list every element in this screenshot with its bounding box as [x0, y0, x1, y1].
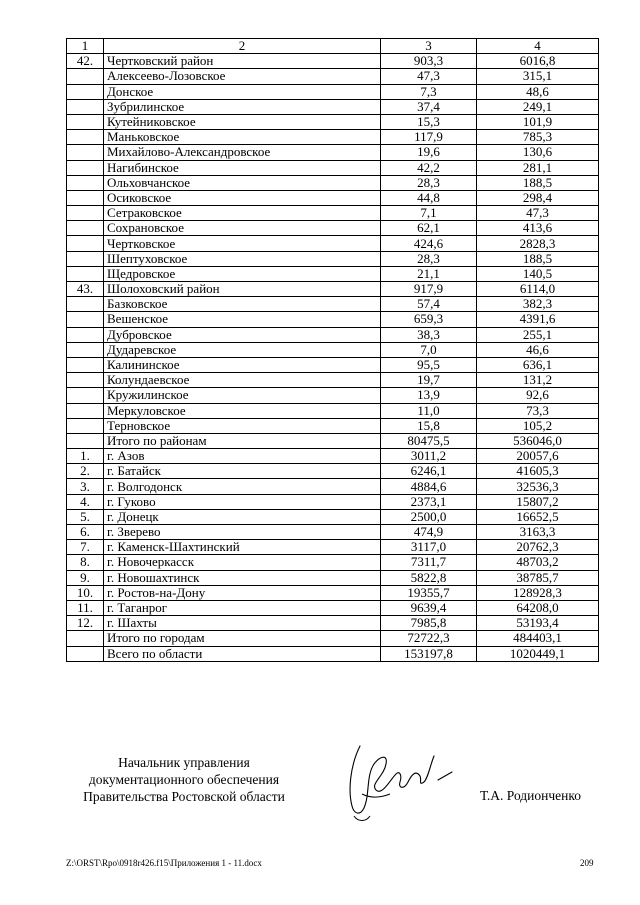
value-col3-cell: 2500,0 [381, 509, 477, 524]
value-col3-cell: 15,8 [381, 418, 477, 433]
name-cell: Михайлово-Александровское [104, 145, 381, 160]
name-cell: Зубрилинское [104, 99, 381, 114]
value-col3-cell: 424,6 [381, 236, 477, 251]
table-row [67, 160, 599, 175]
table-row [67, 403, 599, 418]
table-row [67, 555, 599, 570]
position-line-2: документационного обеспечения [88, 772, 280, 787]
row-number-cell: 3. [67, 479, 104, 494]
table-row [67, 464, 599, 479]
table-row [67, 600, 599, 615]
value-col4-cell: 48703,2 [477, 555, 599, 570]
row-number-cell: 43. [67, 282, 104, 297]
row-number-cell [67, 631, 104, 646]
name-cell: г. Ростов-на-Дону [104, 585, 381, 600]
header-cell-3: 3 [381, 39, 477, 54]
allocation-table [66, 38, 599, 662]
value-col3-cell: 7985,8 [381, 616, 477, 631]
row-number-cell: 42. [67, 54, 104, 69]
name-cell: Итого по районам [104, 433, 381, 448]
table-row [67, 525, 599, 540]
value-col3-cell: 7,0 [381, 342, 477, 357]
value-col4-cell: 785,3 [477, 130, 599, 145]
value-col4-cell: 131,2 [477, 373, 599, 388]
value-col4-cell: 1020449,1 [477, 646, 599, 661]
name-cell: Базковское [104, 297, 381, 312]
row-number-cell: 11. [67, 600, 104, 615]
name-cell: г. Новочеркасск [104, 555, 381, 570]
value-col4-cell: 255,1 [477, 327, 599, 342]
table-row [67, 266, 599, 281]
table-row [67, 479, 599, 494]
value-col4-cell: 73,3 [477, 403, 599, 418]
name-cell: Терновское [104, 418, 381, 433]
value-col4-cell: 38785,7 [477, 570, 599, 585]
name-cell: г. Азов [104, 449, 381, 464]
footer-file-path: Z:\ORST\Rpo\0918r426.f15\Приложения 1 - 11.docx [66, 858, 262, 868]
value-col3-cell: 11,0 [381, 403, 477, 418]
name-cell: Кутейниковское [104, 114, 381, 129]
value-col4-cell: 20057,6 [477, 449, 599, 464]
value-col3-cell: 72722,3 [381, 631, 477, 646]
name-cell: Колундаевское [104, 373, 381, 388]
value-col3-cell: 6246,1 [381, 464, 477, 479]
name-cell: Итого по городам [104, 631, 381, 646]
value-col3-cell: 474,9 [381, 525, 477, 540]
table-row [67, 84, 599, 99]
table-row [67, 282, 599, 297]
value-col3-cell: 37,4 [381, 99, 477, 114]
value-col3-cell: 2373,1 [381, 494, 477, 509]
value-col4-cell: 101,9 [477, 114, 599, 129]
name-cell: Дударевское [104, 342, 381, 357]
table-row [67, 114, 599, 129]
row-number-cell [67, 646, 104, 661]
row-number-cell [67, 403, 104, 418]
name-cell: Щедровское [104, 266, 381, 281]
name-cell: Меркуловское [104, 403, 381, 418]
value-col3-cell: 117,9 [381, 130, 477, 145]
name-cell: г. Новошахтинск [104, 570, 381, 585]
row-number-cell [67, 418, 104, 433]
row-number-cell [67, 342, 104, 357]
table-row [67, 433, 599, 448]
table-row [67, 221, 599, 236]
name-cell: Нагибинское [104, 160, 381, 175]
value-col4-cell: 48,6 [477, 84, 599, 99]
name-cell: Донское [104, 84, 381, 99]
name-cell: Шептуховское [104, 251, 381, 266]
row-number-cell [67, 297, 104, 312]
name-cell: Калининское [104, 357, 381, 372]
value-col4-cell: 382,3 [477, 297, 599, 312]
table-row [67, 373, 599, 388]
value-col3-cell: 7311,7 [381, 555, 477, 570]
value-col3-cell: 19,7 [381, 373, 477, 388]
row-number-cell [67, 388, 104, 403]
table-row [67, 130, 599, 145]
table-row [67, 236, 599, 251]
row-number-cell: 9. [67, 570, 104, 585]
value-col4-cell: 20762,3 [477, 540, 599, 555]
value-col4-cell: 484403,1 [477, 631, 599, 646]
row-number-cell [67, 190, 104, 205]
value-col3-cell: 903,3 [381, 54, 477, 69]
row-number-cell: 8. [67, 555, 104, 570]
row-number-cell [67, 69, 104, 84]
value-col4-cell: 249,1 [477, 99, 599, 114]
table-row [67, 312, 599, 327]
table-row [67, 509, 599, 524]
value-col4-cell: 636,1 [477, 357, 599, 372]
name-cell: Всего по области [104, 646, 381, 661]
value-col3-cell: 80475,5 [381, 433, 477, 448]
value-col3-cell: 659,3 [381, 312, 477, 327]
value-col3-cell: 917,9 [381, 282, 477, 297]
value-col3-cell: 38,3 [381, 327, 477, 342]
row-number-cell [67, 236, 104, 251]
value-col3-cell: 13,9 [381, 388, 477, 403]
name-cell: г. Зверево [104, 525, 381, 540]
value-col4-cell: 46,6 [477, 342, 599, 357]
name-cell: г. Волгодонск [104, 479, 381, 494]
name-cell: г. Донецк [104, 509, 381, 524]
value-col4-cell: 130,6 [477, 145, 599, 160]
name-cell: г. Каменск-Шахтинский [104, 540, 381, 555]
row-number-cell [67, 84, 104, 99]
name-cell: г. Гуково [104, 494, 381, 509]
row-number-cell: 7. [67, 540, 104, 555]
name-cell: Дубровское [104, 327, 381, 342]
position-line-1: Начальник управления [118, 755, 250, 770]
header-cell-2: 2 [104, 39, 381, 54]
row-number-cell: 5. [67, 509, 104, 524]
name-cell: г. Шахты [104, 616, 381, 631]
value-col3-cell: 28,3 [381, 175, 477, 190]
value-col4-cell: 15807,2 [477, 494, 599, 509]
row-number-cell [67, 266, 104, 281]
name-cell: г. Батайск [104, 464, 381, 479]
value-col4-cell: 105,2 [477, 418, 599, 433]
table-row [67, 190, 599, 205]
value-col3-cell: 95,5 [381, 357, 477, 372]
value-col3-cell: 62,1 [381, 221, 477, 236]
value-col3-cell: 47,3 [381, 69, 477, 84]
table-row [67, 297, 599, 312]
value-col4-cell: 413,6 [477, 221, 599, 236]
row-number-cell [67, 114, 104, 129]
table-row [67, 327, 599, 342]
table-row [67, 145, 599, 160]
value-col3-cell: 3011,2 [381, 449, 477, 464]
value-col4-cell: 128928,3 [477, 585, 599, 600]
value-col3-cell: 44,8 [381, 190, 477, 205]
position-line-3: Правительства Ростовской области [83, 789, 285, 804]
table-row [67, 206, 599, 221]
value-col4-cell: 298,4 [477, 190, 599, 205]
row-number-cell [67, 160, 104, 175]
value-col3-cell: 28,3 [381, 251, 477, 266]
value-col4-cell: 188,5 [477, 175, 599, 190]
page-number: 209 [580, 858, 594, 868]
table-row [67, 69, 599, 84]
table-row [67, 388, 599, 403]
table-row [67, 616, 599, 631]
table-header-row [67, 39, 599, 54]
table-row [67, 494, 599, 509]
row-number-cell [67, 373, 104, 388]
table-row [67, 585, 599, 600]
name-cell: Шолоховский район [104, 282, 381, 297]
row-number-cell [67, 357, 104, 372]
name-cell: Маньковское [104, 130, 381, 145]
signatory-position [64, 754, 304, 805]
name-cell: Чертковский район [104, 54, 381, 69]
name-cell: Чертковское [104, 236, 381, 251]
table-row [67, 99, 599, 114]
value-col3-cell: 3117,0 [381, 540, 477, 555]
row-number-cell: 1. [67, 449, 104, 464]
name-cell: Кружилинское [104, 388, 381, 403]
table-row [67, 175, 599, 190]
table-row [67, 342, 599, 357]
value-col4-cell: 47,3 [477, 206, 599, 221]
row-number-cell [67, 327, 104, 342]
row-number-cell [67, 145, 104, 160]
table-row [67, 357, 599, 372]
table-row [67, 631, 599, 646]
value-col3-cell: 4884,6 [381, 479, 477, 494]
name-cell: Сетраковское [104, 206, 381, 221]
value-col4-cell: 4391,6 [477, 312, 599, 327]
value-col4-cell: 41605,3 [477, 464, 599, 479]
row-number-cell [67, 312, 104, 327]
name-cell: Алексеево-Лозовское [104, 69, 381, 84]
value-col3-cell: 42,2 [381, 160, 477, 175]
signatory-name: Т.А. Родионченко [480, 788, 581, 803]
value-col4-cell: 140,5 [477, 266, 599, 281]
row-number-cell: 6. [67, 525, 104, 540]
value-col4-cell: 6114,0 [477, 282, 599, 297]
row-number-cell: 10. [67, 585, 104, 600]
value-col4-cell: 536046,0 [477, 433, 599, 448]
value-col3-cell: 5822,8 [381, 570, 477, 585]
row-number-cell [67, 206, 104, 221]
value-col3-cell: 21,1 [381, 266, 477, 281]
value-col3-cell: 153197,8 [381, 646, 477, 661]
row-number-cell [67, 130, 104, 145]
header-cell-4: 4 [477, 39, 599, 54]
name-cell: Вешенское [104, 312, 381, 327]
value-col4-cell: 53193,4 [477, 616, 599, 631]
row-number-cell [67, 99, 104, 114]
value-col3-cell: 9639,4 [381, 600, 477, 615]
row-number-cell [67, 175, 104, 190]
name-cell: Сохрановское [104, 221, 381, 236]
value-col4-cell: 281,1 [477, 160, 599, 175]
value-col4-cell: 16652,5 [477, 509, 599, 524]
table-row [67, 646, 599, 661]
value-col3-cell: 57,4 [381, 297, 477, 312]
value-col3-cell: 15,3 [381, 114, 477, 129]
value-col3-cell: 19,6 [381, 145, 477, 160]
value-col3-cell: 7,3 [381, 84, 477, 99]
value-col3-cell: 19355,7 [381, 585, 477, 600]
value-col4-cell: 188,5 [477, 251, 599, 266]
header-cell-1: 1 [67, 39, 104, 54]
row-number-cell [67, 251, 104, 266]
row-number-cell: 2. [67, 464, 104, 479]
table-row [67, 570, 599, 585]
name-cell: Осиковское [104, 190, 381, 205]
table-row [67, 540, 599, 555]
table-row [67, 54, 599, 69]
value-col4-cell: 6016,8 [477, 54, 599, 69]
table-row [67, 251, 599, 266]
value-col3-cell: 7,1 [381, 206, 477, 221]
value-col4-cell: 2828,3 [477, 236, 599, 251]
value-col4-cell: 64208,0 [477, 600, 599, 615]
name-cell: г. Таганрог [104, 600, 381, 615]
value-col4-cell: 3163,3 [477, 525, 599, 540]
value-col4-cell: 32536,3 [477, 479, 599, 494]
value-col4-cell: 92,6 [477, 388, 599, 403]
row-number-cell [67, 433, 104, 448]
name-cell: Ольховчанское [104, 175, 381, 190]
table-body [67, 39, 599, 662]
row-number-cell: 4. [67, 494, 104, 509]
row-number-cell: 12. [67, 616, 104, 631]
handwritten-signature [340, 736, 460, 826]
row-number-cell [67, 221, 104, 236]
table-row [67, 418, 599, 433]
table-row [67, 449, 599, 464]
value-col4-cell: 315,1 [477, 69, 599, 84]
